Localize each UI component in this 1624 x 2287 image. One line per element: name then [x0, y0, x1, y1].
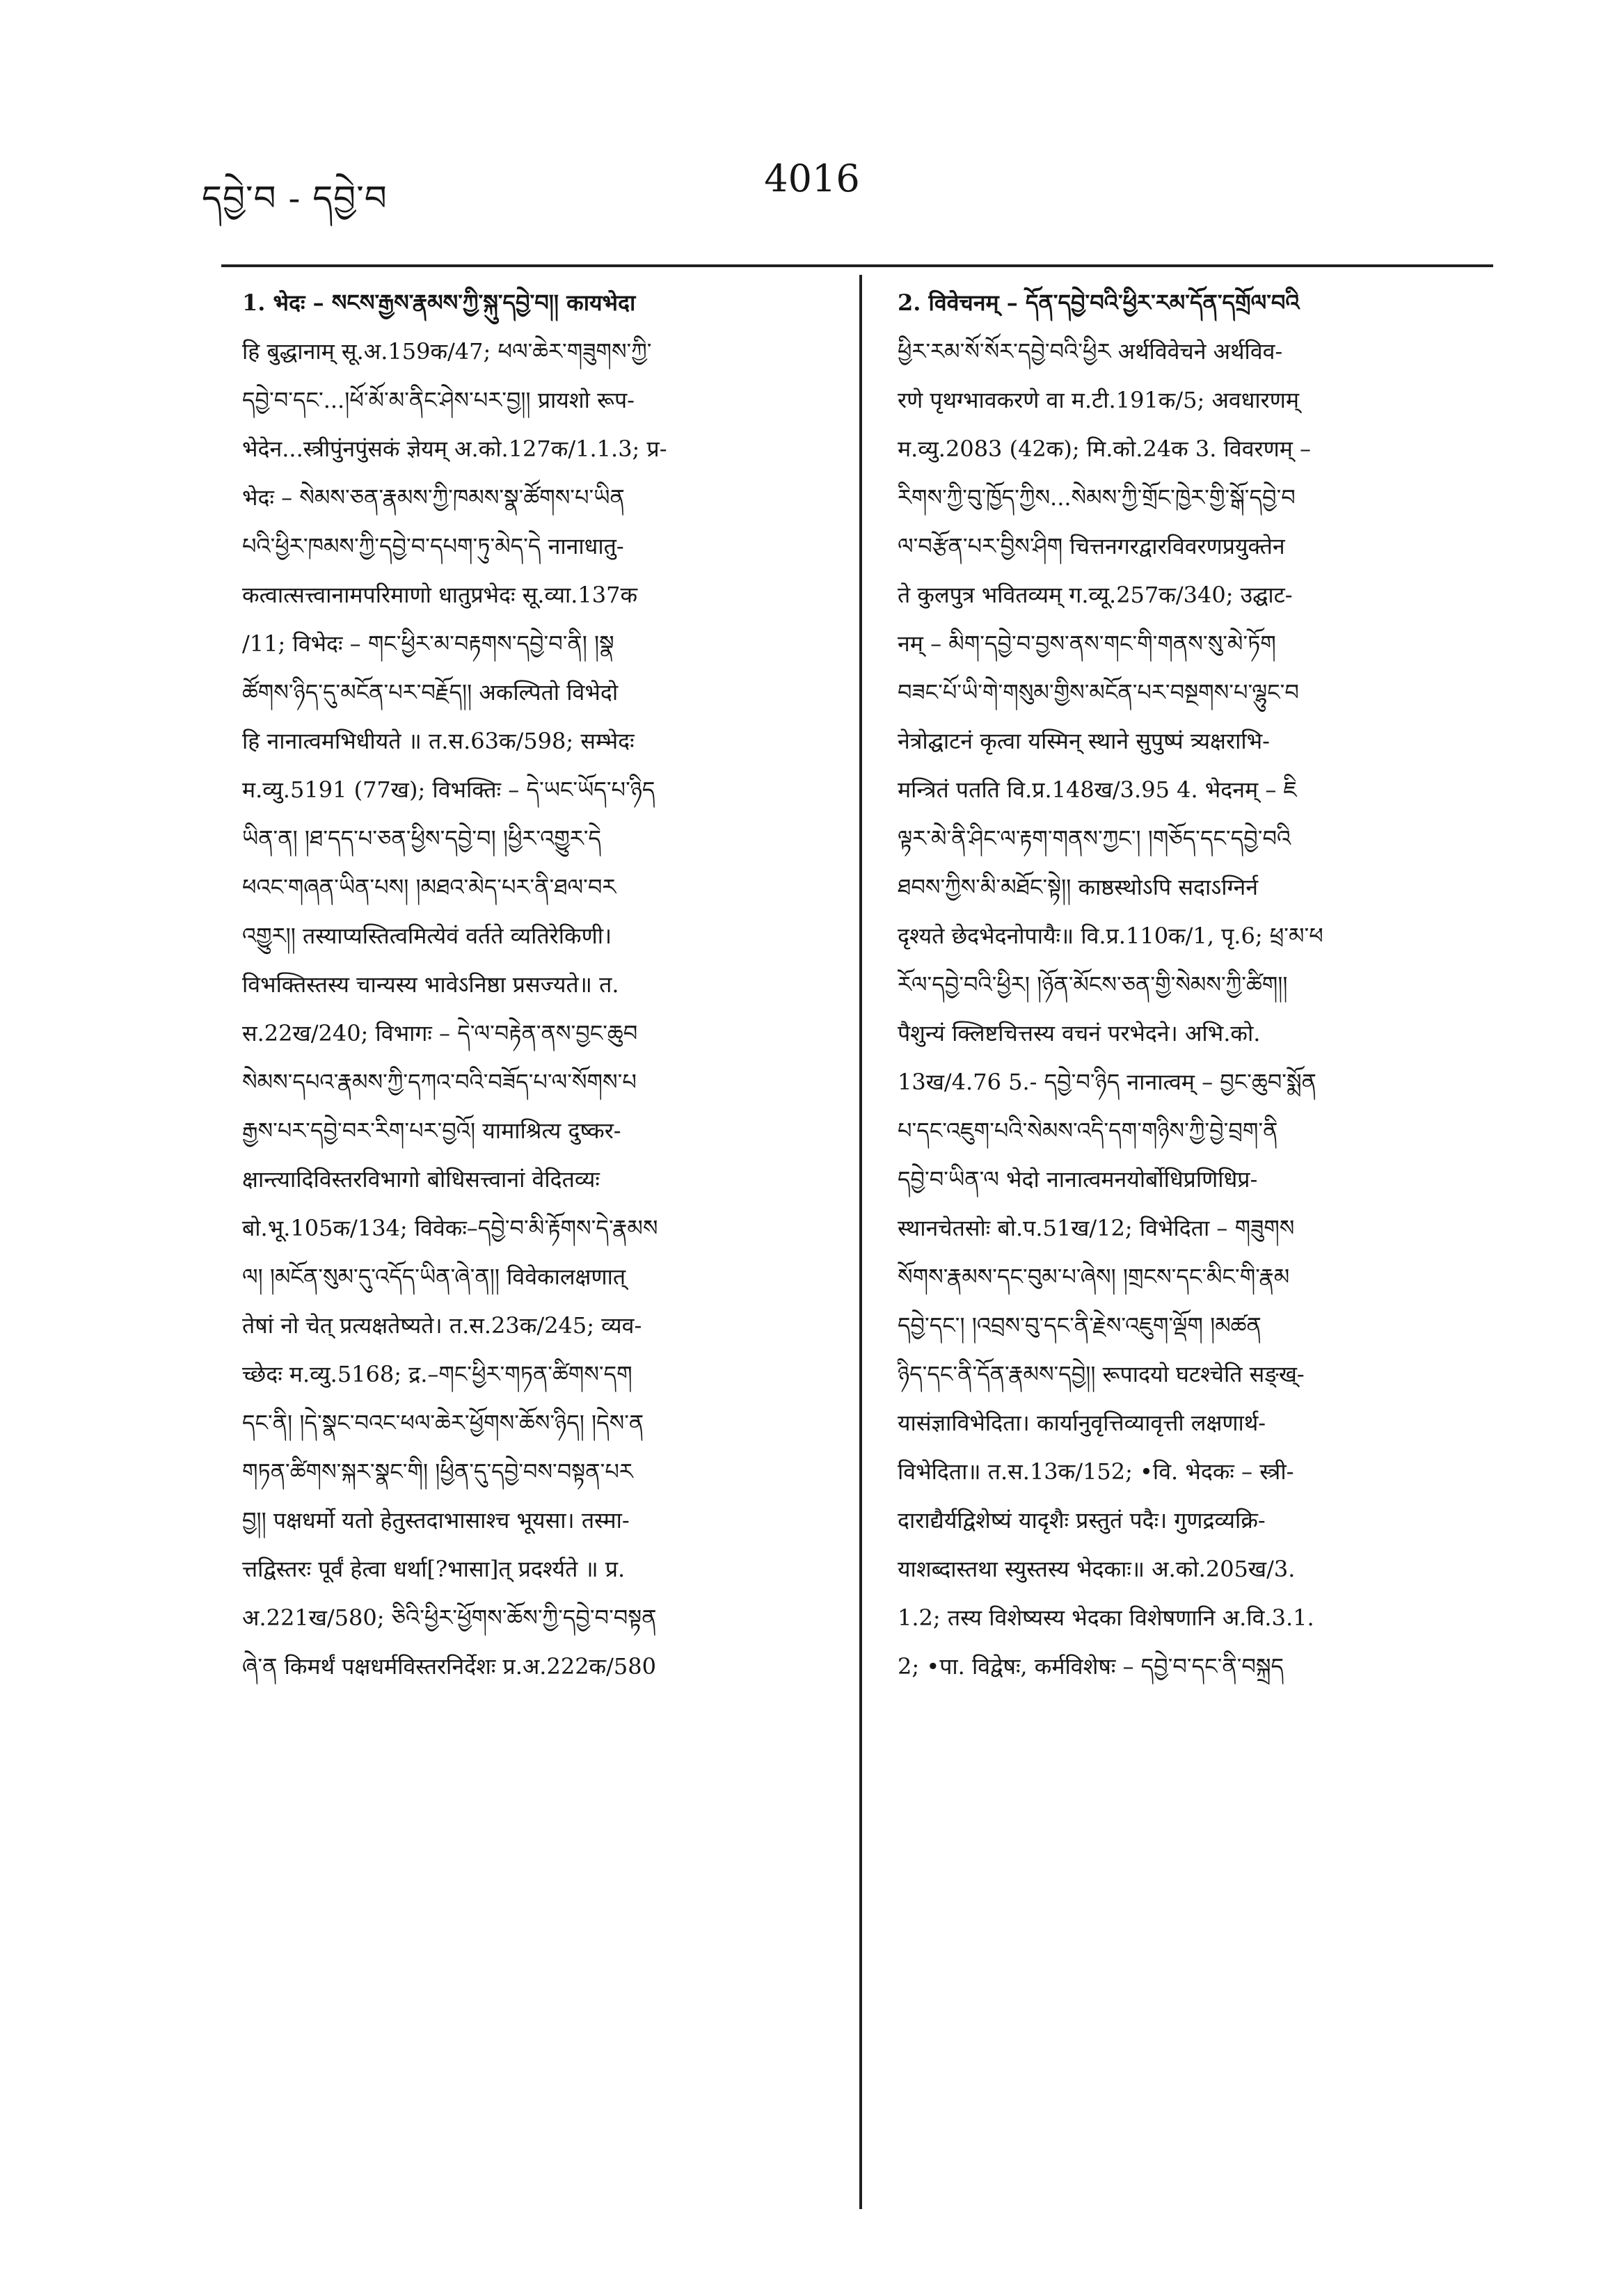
entry-line: ཐབས་ཀྱིས་མི་མཐོང་སྟེ།། काष्ठस्थोऽपि सदाऽग्निर्न: [898, 874, 1259, 900]
entry-line: स्थानचेतसोः बो.प.51ख/12; विभेदिता – གཟུགས: [898, 1215, 1295, 1241]
entry-line: स.22ख/240; विभागः – དེ་ལ་བརྟེན་ནས་བྱང་ཆུབ: [242, 1020, 638, 1046]
entry-line: त्तद्विस्तरः पूर्वं हेत्वा धर्था[?भासा]त् प्रदर्श्यते ॥ प्र.: [242, 1556, 626, 1582]
running-head: དབྱེ་བ - དབྱེ་བ: [202, 178, 388, 218]
entry-line: དབྱེ་བ་ཡིན་ལ भेदो नानात्वमनयोर्बोधिप्रणिधिप्र-: [898, 1166, 1258, 1193]
entry-line: तेषां नो चेत् प्रत्यक्षतेष्यते। त.स.23क/245; व्यव-: [242, 1312, 642, 1339]
entry-line: འགྱུར།། तस्याप्यस्तित्वमित्येवं वर्तते व्यतिरेकिणी।: [242, 923, 612, 949]
entry-line: च्छेदः म.व्यु.5168; द्र.–གང་ཕྱིར་གཏན་ཚིགས་དག: [242, 1361, 632, 1387]
entry-line: ཕྱིར་རམ་སོ་སོར་དབྱེ་བའི་ཕྱིར अर्थविवेचने अर्थविव-: [898, 338, 1283, 365]
entry-line: ལྟར་མེ་ནི་ཤིང་ལ་རྟག་གནས་ཀྱང་། །གཅོད་དང་དབྱེ་བའི: [898, 825, 1291, 852]
entry-line: དང་ནི། །དེ་སྣང་བའང་ཕལ་ཆེར་ཕྱོགས་ཆོས་ཉིད། །དེས་ན: [242, 1410, 644, 1436]
column-divider: [859, 275, 862, 2209]
entry-line: གཏན་ཚིགས་སྐར་སྣང་གི། །ཕྱིན་དུ་དབྱེ་བས་བསྟན་པར: [242, 1458, 633, 1485]
entry-line: अ.221ख/580; ཅིའི་ཕྱིར་ཕྱོགས་ཆོས་ཀྱི་དབྱེ་བ་བསྟན: [242, 1604, 657, 1631]
entry-line: मन्त्रितं पतति वि.प्र.148ख/3.95 4. भेदनम् – ཇི: [898, 776, 1298, 803]
entry-line: ते कुलपुत्र भवितव्यम् ग.व्यू.257क/340; उद्घाट-: [898, 582, 1293, 608]
entry-line: /11; विभेदः – གང་ཕྱིར་མ་བརྟགས་དབྱེ་བ་ནི། །སྣ: [242, 630, 614, 657]
entry-line: विभक्तिस्तस्य चान्यस्य भावेऽनिष्ठा प्रसज्यते॥ त.: [242, 971, 619, 998]
entry-line: ལ་བརྩོན་པར་བྱིས་ཤིག चित्तनगरद्वारविवरणप्रयुक्तेन: [898, 533, 1285, 559]
entry-line: पैशुन्यं क्लिष्टचित्तस्य वचनं परभेदने। अभि.को.: [898, 1020, 1261, 1046]
entry-line: म.व्यु.2083 (42क); मि.को.24क 3. विवरणम् –: [898, 436, 1312, 462]
entry-line: याशब्दास्तथा स्युस्तस्य भेदकाः॥ अ.को.205ख/3.: [898, 1556, 1296, 1582]
page-number: 4016: [764, 157, 860, 200]
entry-line: དབྱེ་དང་། །འབྲས་བུ་དང་ནི་རྗེས་འཇུག་ལྡོག །མཚན: [898, 1312, 1261, 1339]
header-rule: [221, 264, 1493, 267]
entry-line: भेदेन...स्त्रीपुंनपुंसकं ज्ञेयम् अ.को.127क/1.1.3; प्र-: [242, 436, 667, 462]
entry-line: 1. भेदः – སངས་རྒྱས་རྣམས་ཀྱི་སྐུ་དབྱེ་བ།། कायभेदा: [242, 289, 636, 316]
entry-line: कत्वात्सत्त्वानामपरिमाणो धातुप्रभेदः सू.व्या.137क: [242, 582, 638, 608]
entry-line: भेदः – སེམས་ཅན་རྣམས་ཀྱི་ཁམས་སྣ་ཚོགས་པ་ཡིན: [242, 484, 625, 511]
entry-line: 2; •पा. विद्वेषः, कर्मविशेषः – དབྱེ་བ་དང་ནི་བསྐྲད: [898, 1653, 1284, 1680]
entry-line: ཕའང་གཞན་ཡིན་པས། །མཐའ་མེད་པར་ནི་ཐལ་བར: [242, 874, 616, 900]
entry-line: दाराद्यैर्यद्विशेष्यं यादृशैः प्रस्तुतं पदैः। गुणद्रव्यक्रि-: [898, 1507, 1266, 1533]
entry-line: རྒྱས་པར་དབྱེ་བར་རིག་པར་བྱའོ། यामाश्रित्य दुष्कर-: [242, 1117, 621, 1144]
entry-line: म.व्यु.5191 (77ख); विभक्तिः – དེ་ཡང་ཡོད་པ་ཉིད: [242, 776, 655, 803]
entry-line: विभेदिता॥ त.स.13क/152; •वि. भेदकः – स्त्री-: [898, 1458, 1294, 1485]
entry-line: नेत्रोद्घाटनं कृत्वा यस्मिन् स्थाने सुपुष्पं त्र्यक्षराभि-: [898, 728, 1270, 754]
entry-line: དབྱེ་བ་དང་...།ཕོ་མོ་མ་ནིང་ཤེས་པར་བྱ།། प्रायशो रूप-: [242, 387, 635, 413]
entry-line: པའི་ཕྱིར་ཁམས་ཀྱི་དབྱེ་བ་དཔག་ཏུ་མེད་དེ नानाधातु-: [242, 533, 624, 559]
entry-line: 2. विवेचनम् – དོན་དབྱེ་བའི་ཕྱིར་རམ་དོན་དགྲོལ་བའི: [898, 289, 1300, 316]
entry-line: 1.2; तस्य विशेष्यस्य भेदका विशेषणानि अ.वि.3.1.: [898, 1604, 1314, 1631]
entry-line: ལ། །མངོན་སུམ་དུ་འདོད་ཡིན་ཞེ་ན།། विवेकालक्षणात्: [242, 1264, 626, 1290]
left-column: [242, 278, 841, 1691]
entry-line: ཉིད་དང་ནི་དོན་རྣམས་དབྱེ།། रूपादयो घटश्चेति सङ्ख्-: [898, 1361, 1305, 1387]
entry-line: བྱ།། पक्षधर्मो यतो हेतुस्तदाभासाश्च भूयसा। तस्मा-: [242, 1507, 630, 1533]
entry-line: སོགས་རྣམས་དང་བུམ་པ་ཞེས། །གྲངས་དང་མིང་གི་རྣམ: [898, 1264, 1290, 1290]
entry-line: ཡིན་ན། །ཐ་དད་པ་ཅན་ཕྱིས་དབྱེ་བ། །ཕྱིར་འགྱུར་དེ: [242, 825, 602, 852]
entry-line: བཟང་པོ་ཡི་གེ་གསུམ་གྱིས་མངོན་པར་བསྔགས་པ་ལྷུང་བ: [898, 679, 1299, 706]
entry-line: बो.भू.105क/134; विवेकः–དབྱེ་བ་མི་རྟོགས་དེ་རྣམས: [242, 1215, 658, 1241]
entry-line: རོལ་དབྱེ་བའི་ཕྱིར། །ཉོན་མོངས་ཅན་གྱི་སེམས་ཀྱི་ཚིག།།: [898, 971, 1288, 998]
entry-line: རིགས་ཀྱི་བུ་ཁྱོད་ཀྱིས...སེམས་ཀྱི་གྲོང་ཁྱེར་གྱི་སྒོ་དབྱེ་བ: [898, 484, 1296, 511]
entry-line: रणे पृथग्भावकरणे वा म.टी.191क/5; अवधारणम्: [898, 387, 1300, 413]
right-column: [898, 278, 1496, 1691]
entry-line: 13ख/4.76 5.- དབྱེ་བ་ཉིད नानात्वम् – བྱང་ཆུབ་སྨོན: [898, 1069, 1316, 1095]
entry-line: हि बुद्धानाम् सू.अ.159क/47; ཕལ་ཆེར་གཟུགས་ཀྱི་: [242, 338, 652, 365]
entry-line: हि नानात्वमभिधीयते ॥ त.स.63क/598; सम्भेदः: [242, 728, 635, 754]
entry-line: སེམས་དཔའ་རྣམས་ཀྱི་དཀའ་བའི་བཟོད་པ་ལ་སོགས་པ: [242, 1069, 637, 1095]
entry-line: यासंज्ञाविभेदिता। कार्यानुवृत्तिव्यावृत्ती लक्षणार्थ-: [898, 1410, 1266, 1436]
entry-line: दृश्यते छेदभेदनोपायैः॥ वि.प्र.110क/1, पृ.6; ཕྲ་མ་ཕ: [898, 923, 1323, 949]
entry-line: ཚོགས་ཉིད་དུ་མངོན་པར་བརྗོད།། अकल्पितो विभेदो: [242, 679, 619, 706]
entry-line: क्षान्त्यादिविस्तरविभागो बोधिसत्त्वानां वेदितव्यः: [242, 1166, 600, 1193]
entry-line: པ་དང་འཇུག་པའི་སེམས་འདི་དག་གཉིས་ཀྱི་བྱེ་བྲག་ནི: [898, 1117, 1278, 1144]
entry-line: ཞེ་ན किमर्थं पक्षधर्मविस्तरनिर्देशः प्र.अ.222क/580: [242, 1653, 656, 1680]
entry-line: नम् – མིག་དབྱེ་བ་བྱས་ནས་གང་གི་གནས་སུ་མེ་ཏོག: [898, 630, 1276, 657]
